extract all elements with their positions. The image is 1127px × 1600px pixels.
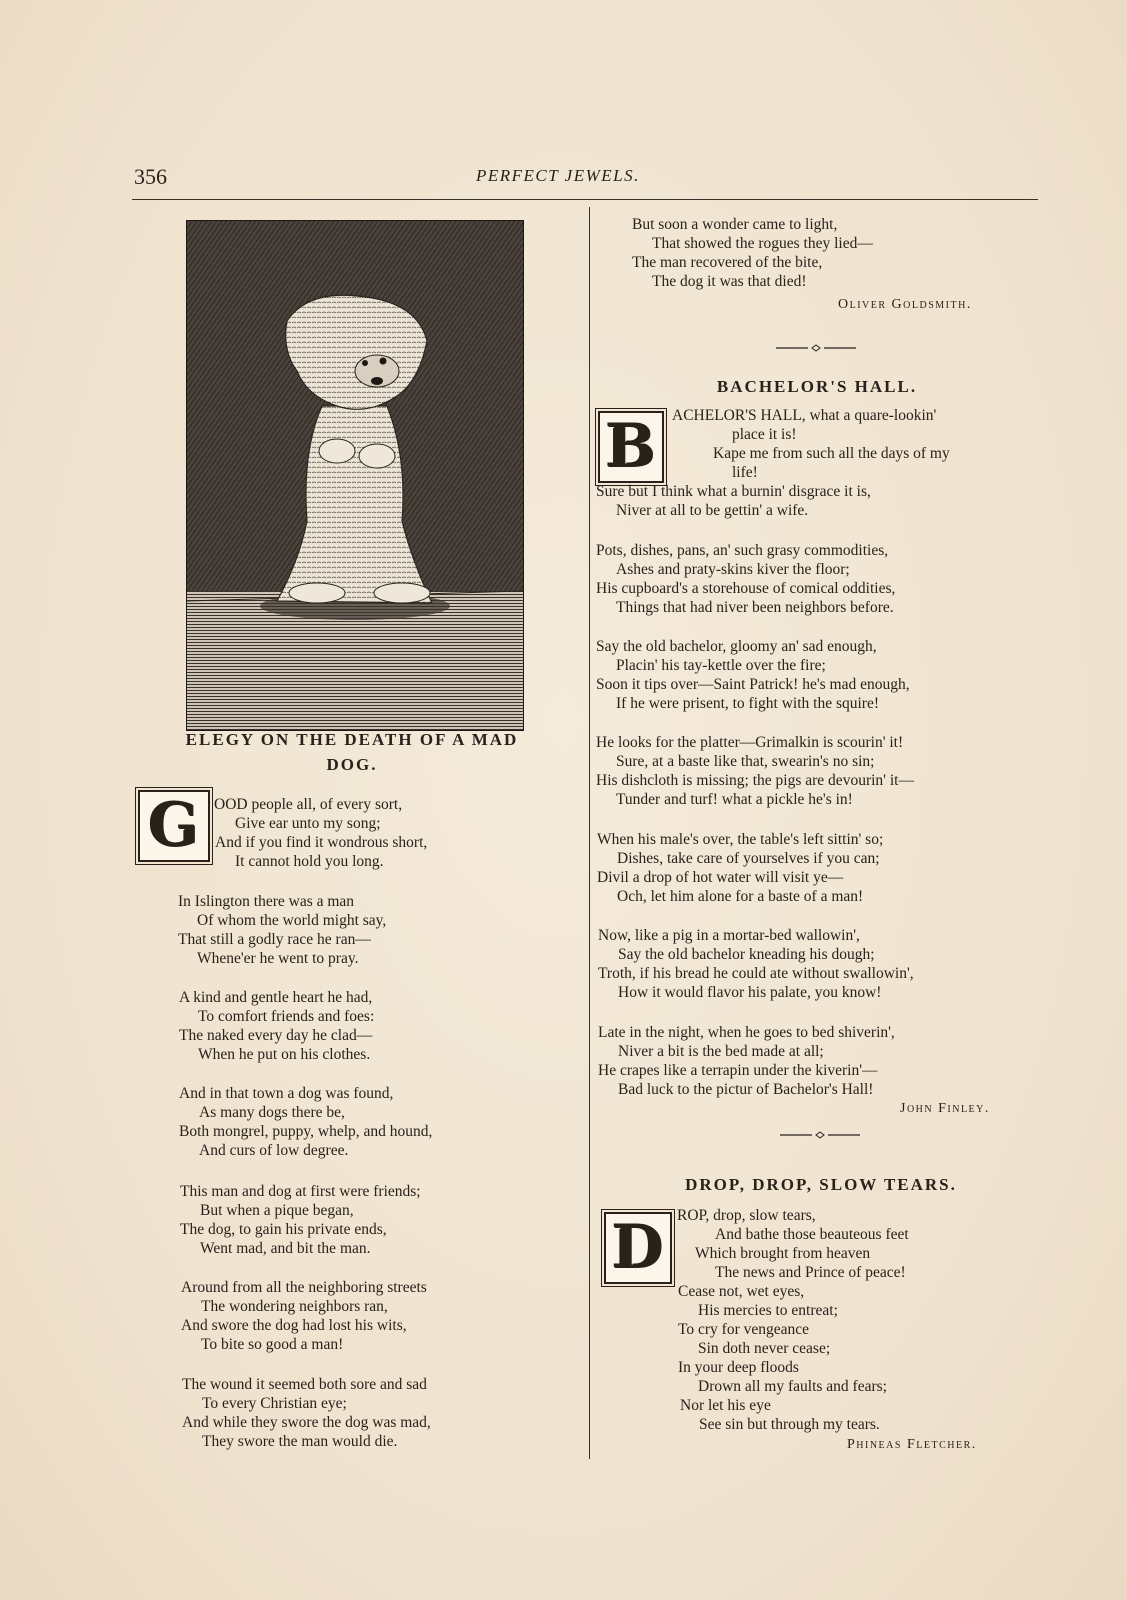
elegy-line: They swore the man would die. <box>202 1433 398 1450</box>
elegy-line: Give ear unto my song; <box>235 815 381 832</box>
section-ornament-icon <box>780 1130 860 1140</box>
bachelor-line: Soon it tips over—Saint Patrick! he's mad enough, <box>596 676 910 693</box>
elegy-line: And curs of low degree. <box>199 1142 349 1159</box>
elegy-line: Went mad, and bit the man. <box>200 1240 371 1257</box>
header-rule <box>132 199 1038 200</box>
drop-dropcap-letter: D <box>611 1213 665 1283</box>
elegy-line: The man recovered of the bite, <box>632 254 823 271</box>
elegy-line: To comfort friends and foes: <box>198 1008 375 1025</box>
running-title: PERFECT JEWELS. <box>476 166 640 185</box>
elegy-line: That still a godly race he ran— <box>178 931 371 948</box>
dog-illustration <box>186 220 524 731</box>
drop-line: To cry for vengeance <box>678 1321 810 1338</box>
bachelor-line: Say the old bachelor, gloomy an' sad enough, <box>596 638 877 655</box>
elegy-line: The wondering neighbors ran, <box>201 1298 388 1315</box>
bachelor-line: Say the old bachelor kneading his dough; <box>618 946 875 963</box>
drop-line: See sin but through my tears. <box>699 1416 880 1433</box>
bachelor-line: How it would flavor his palate, you know! <box>618 984 882 1001</box>
elegy-line: Both mongrel, puppy, whelp, and hound, <box>179 1123 433 1140</box>
bachelor-line: Sure but I think what a burnin' disgrace it is, <box>596 483 871 500</box>
bachelor-dropcap <box>598 411 664 483</box>
elegy-dropcap-letter: G <box>148 791 200 861</box>
drop-line: The news and Prince of peace! <box>715 1264 906 1281</box>
bachelor-line: Pots, dishes, pans, an' such grasy commodities, <box>596 542 889 559</box>
drop-line: In your deep floods <box>678 1359 799 1376</box>
drop-line: Nor let his eye <box>680 1397 771 1414</box>
bachelor-line: Sure, at a baste like that, swearin's no sin; <box>616 753 875 770</box>
elegy-title-line2: DOG. <box>326 755 378 774</box>
elegy-line: And if you find it wondrous short, <box>215 834 428 851</box>
elegy-line: And swore the dog had lost his wits, <box>181 1317 407 1334</box>
elegy-line: The dog it was that died! <box>652 273 807 290</box>
bachelor-line: Things that had niver been neighbors before. <box>616 599 894 616</box>
elegy-line: The naked every day he clad— <box>179 1027 373 1044</box>
bachelor-line: He crapes like a terrapin under the kiverin'— <box>598 1062 878 1079</box>
bachelor-line: If he were prisent, to fight with the squire! <box>616 695 879 712</box>
bachelor-line: place it is! <box>732 426 797 443</box>
drop-line: And bathe those beauteous feet <box>715 1226 909 1243</box>
drop-dropcap <box>604 1212 672 1284</box>
bachelor-line: Dishes, take care of yourselves if you can; <box>617 850 880 867</box>
bachelor-line: Divil a drop of hot water will visit ye— <box>597 869 844 886</box>
elegy-line: A kind and gentle heart he had, <box>179 989 373 1006</box>
bachelor-title: BACHELOR'S HALL. <box>716 377 918 396</box>
elegy-line: The wound it seemed both sore and sad <box>182 1376 427 1393</box>
elegy-line: Of whom the world might say, <box>197 912 387 929</box>
bachelor-line: His cupboard's a storehouse of comical oddities, <box>596 580 896 597</box>
bachelor-line: Placin' his tay-kettle over the fire; <box>616 657 826 674</box>
elegy-line: But when a pique began, <box>200 1202 354 1219</box>
elegy-line: That showed the rogues they lied— <box>652 235 873 252</box>
elegy-line: To bite so good a man! <box>201 1336 344 1353</box>
elegy-line: And in that town a dog was found, <box>179 1085 394 1102</box>
bachelor-line: Kape me from such all the days of my <box>713 445 950 462</box>
section-ornament-icon <box>776 343 856 353</box>
elegy-line: In Islington there was a man <box>178 893 355 910</box>
bachelor-author: John Finley. <box>900 1101 990 1116</box>
bachelor-line: Niver at all to be gettin' a wife. <box>616 502 809 519</box>
bachelor-line: Tunder and turf! what a pickle he's in! <box>616 791 853 808</box>
elegy-line: But soon a wonder came to light, <box>632 216 838 233</box>
elegy-line: To every Christian eye; <box>202 1395 347 1412</box>
elegy-line: It cannot hold you long. <box>235 853 384 870</box>
drop-line: Drown all my faults and fears; <box>698 1378 887 1395</box>
elegy-line: This man and dog at first were friends; <box>180 1183 421 1200</box>
bachelor-line: Bad luck to the pictur of Bachelor's Hall! <box>618 1081 874 1098</box>
bachelor-line: He looks for the platter—Grimalkin is scourin' it! <box>596 734 904 751</box>
bachelor-line: Late in the night, when he goes to bed shiverin', <box>598 1024 895 1041</box>
drop-line: His mercies to entreat; <box>698 1302 838 1319</box>
elegy-line: When he put on his clothes. <box>198 1046 371 1063</box>
bachelor-line: Niver a bit is the bed made at all; <box>618 1043 824 1060</box>
drop-author: Phineas Fletcher. <box>847 1437 977 1452</box>
bachelor-line: Troth, if his bread he could ate without swallowin', <box>598 965 914 982</box>
drop-title: DROP, DROP, SLOW TEARS. <box>685 1175 957 1194</box>
bachelor-line: When his male's over, the table's left sittin' so; <box>597 831 884 848</box>
bachelor-line: Now, like a pig in a mortar-bed wallowin', <box>598 927 860 944</box>
bachelor-line: Ashes and praty-skins kiver the floor; <box>616 561 850 578</box>
bachelor-dropcap-letter: B <box>605 412 657 482</box>
drop-line: ROP, drop, slow tears, <box>677 1207 816 1224</box>
elegy-author: Oliver Goldsmith. <box>838 297 972 312</box>
elegy-line: Whene'er he went to pray. <box>197 950 359 967</box>
elegy-line: The dog, to gain his private ends, <box>180 1221 387 1238</box>
column-rule <box>589 207 590 1459</box>
drop-line: Which brought from heaven <box>695 1245 871 1262</box>
bachelor-line: Och, let him alone for a baste of a man! <box>617 888 864 905</box>
bachelor-line: ACHELOR'S HALL, what a quare-lookin' <box>672 407 937 424</box>
elegy-line: And while they swore the dog was mad, <box>182 1414 431 1431</box>
page-number: 356 <box>134 164 167 189</box>
elegy-dropcap <box>138 790 210 862</box>
drop-line: Cease not, wet eyes, <box>678 1283 805 1300</box>
dog-engraving-icon <box>187 221 523 730</box>
drop-line: Sin doth never cease; <box>698 1340 831 1357</box>
bachelor-line: life! <box>732 464 758 481</box>
bachelor-line: His dishcloth is missing; the pigs are devourin' it— <box>596 772 914 789</box>
elegy-title-line1: ELEGY ON THE DEATH OF A MAD <box>185 730 519 749</box>
elegy-line: Around from all the neighboring streets <box>181 1279 427 1296</box>
elegy-line: As many dogs there be, <box>199 1104 345 1121</box>
elegy-line: OOD people all, of every sort, <box>214 796 403 813</box>
